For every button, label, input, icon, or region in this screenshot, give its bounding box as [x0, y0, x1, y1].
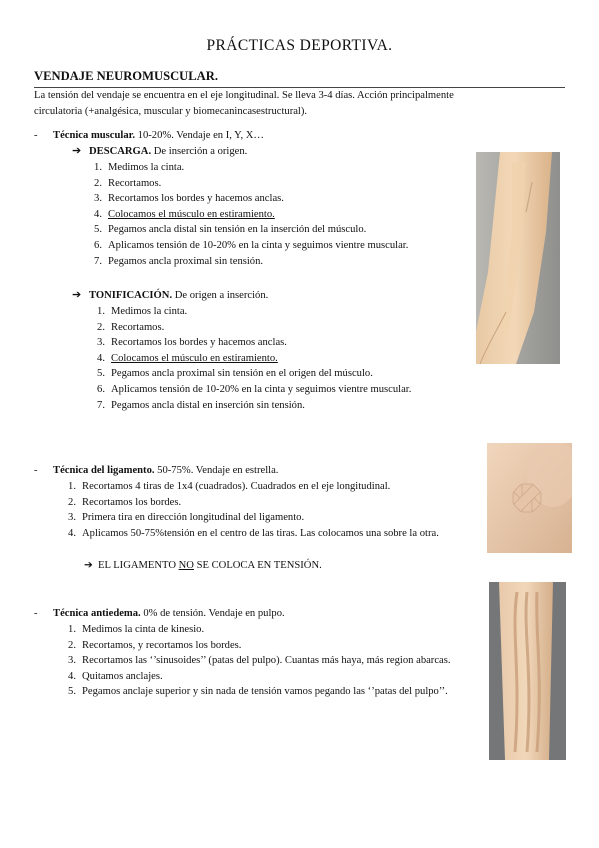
list-item	[56, 684, 466, 700]
muscular-technique-title: Técnica muscular.	[53, 130, 136, 141]
list-item	[85, 320, 475, 336]
ligament-note	[84, 558, 322, 574]
list-item	[56, 479, 466, 495]
page-title: PRÁCTICAS DEPORTIVA.	[206, 37, 393, 54]
list-item	[85, 366, 475, 382]
ligament-note-underlined: NO	[178, 560, 194, 571]
descarga-steps	[82, 160, 472, 269]
list-item-number: 5.	[94, 224, 102, 236]
antiedema-technique-bullet	[34, 606, 285, 622]
list-item-number: 5.	[68, 686, 76, 698]
antiedema-technique-title: Técnica antiedema.	[53, 608, 141, 619]
ligament-technique-bullet	[34, 463, 278, 479]
arrow-right-icon: ➔	[84, 560, 93, 571]
list-item-number: 3.	[68, 655, 76, 667]
list-item-text: Pegamos ancla distal en inserción sin tensión.	[111, 399, 305, 411]
section-heading: VENDAJE NEUROMUSCULAR.	[34, 69, 219, 83]
list-item	[56, 653, 466, 669]
list-item	[85, 398, 475, 414]
list-item-text: Medimos la cinta.	[111, 306, 188, 317]
descarga-heading	[72, 144, 247, 160]
list-item	[82, 222, 472, 238]
list-item-text: Colocamos el músculo en estiramiento.	[111, 352, 278, 364]
list-item-number: 5.	[97, 368, 105, 380]
list-item-text: Aplicamos tensión de 10-20% en la cinta y seguimos vientre muscular.	[111, 383, 412, 395]
muscular-technique-bullet	[34, 128, 264, 144]
list-item	[56, 526, 466, 542]
list-item-number: 6.	[94, 239, 102, 251]
list-item-number: 1.	[97, 306, 105, 317]
ankle-star-taping-photo	[487, 443, 572, 553]
tonificacion-text: De origen a inserción.	[172, 290, 269, 301]
list-item	[82, 160, 472, 176]
tonificacion-steps	[85, 304, 475, 413]
list-item-text: Primera tira en dirección longitudinal del ligamento.	[82, 512, 305, 524]
list-item-text: Recortamos.	[108, 177, 162, 189]
list-item-text: Recortamos los bordes y hacemos anclas.	[108, 193, 284, 205]
antiedema-steps	[56, 622, 466, 700]
list-item-text: Pegamos ancla proximal sin tensión en el origen del músculo.	[111, 368, 373, 380]
list-item	[82, 254, 472, 270]
list-item-text: Recortamos 4 tiras de 1x4 (cuadrados). Cuadrados en el eje longitudinal.	[82, 481, 391, 492]
list-item-number: 4.	[68, 527, 76, 539]
descarga-line	[89, 144, 247, 160]
arm-antiedema-taping-photo	[489, 582, 566, 760]
list-item-text: Pegamos ancla distal sin tensión en la inserción del músculo.	[108, 224, 367, 236]
list-item-number: 1.	[68, 624, 76, 635]
list-item-number: 6.	[97, 383, 105, 395]
list-item-text: Pegamos anclaje superior y sin nada de tensión vamos pegando las ‘’patas del pulpo’’.	[82, 686, 448, 698]
tonificacion-line	[89, 288, 268, 304]
list-item-number: 7.	[94, 255, 102, 267]
list-item	[85, 351, 475, 367]
list-item-number: 7.	[97, 399, 105, 411]
list-item-number: 4.	[97, 352, 105, 364]
arrow-right-icon: ➔	[72, 289, 82, 301]
list-item-number: 3.	[97, 337, 105, 349]
list-item-text: Recortamos las ‘’sinusoides’’ (patas del pulpo). Cuantas más haya, más region abarcas.	[82, 655, 451, 667]
list-item-number: 3.	[68, 512, 76, 524]
ligament-note-after: SE COLOCA EN TENSIÓN.	[193, 560, 322, 571]
ligament-note-before: EL LIGAMENTO	[98, 560, 179, 571]
bullet-dash: -	[34, 130, 38, 141]
list-item-number: 2.	[94, 177, 102, 189]
list-item-text: Recortamos, y recortamos los bordes.	[82, 639, 242, 651]
list-item-text: Aplicamos 50-75%tensión en el centro de las tiras. Las colocamos una sobre la otra.	[82, 527, 439, 539]
list-item	[82, 191, 472, 207]
list-item-number: 2.	[68, 496, 76, 508]
bullet-dash: -	[34, 608, 38, 619]
arrow-right-icon: ➔	[72, 145, 82, 157]
list-item	[85, 335, 475, 351]
list-item	[56, 669, 466, 685]
ligament-technique-title: Técnica del ligamento.	[53, 465, 155, 476]
list-item-text: Recortamos.	[111, 321, 165, 333]
list-item-number: 3.	[94, 193, 102, 205]
ligament-technique-line	[53, 463, 278, 479]
intro-line-2: circulatoria (+analgésica, muscular y biomecanincasestructural).	[34, 105, 308, 117]
muscular-technique-text: 10-20%. Vendaje en I, Y, X…	[135, 130, 264, 141]
antiedema-technique-line	[53, 606, 285, 622]
list-item	[56, 510, 466, 526]
list-item	[82, 238, 472, 254]
descarga-text: De inserción a origen.	[151, 146, 248, 157]
list-item-text: Aplicamos tensión de 10-20% en la cinta y seguimos vientre muscular.	[108, 239, 409, 251]
forearm-taping-photo	[476, 152, 560, 364]
bullet-dash: -	[34, 465, 38, 476]
list-item	[56, 638, 466, 654]
antiedema-technique-text: 0% de tensión. Vendaje en pulpo.	[140, 608, 285, 619]
muscular-technique-line	[53, 128, 264, 144]
intro-paragraph	[34, 88, 554, 119]
list-item	[56, 622, 466, 638]
list-item-number: 1.	[68, 481, 76, 492]
list-item-text: Recortamos los bordes.	[82, 496, 182, 508]
list-item-text: Recortamos los bordes y hacemos anclas.	[111, 337, 287, 349]
list-item	[56, 495, 466, 511]
list-item-number: 4.	[94, 208, 102, 220]
list-item	[85, 304, 475, 320]
list-item-text: Medimos la cinta.	[108, 162, 185, 173]
ligament-technique-text: 50-75%. Vendaje en estrella.	[154, 465, 279, 476]
list-item-text: Medimos la cinta de kinesio.	[82, 624, 205, 635]
list-item-text: Quitamos anclajes.	[82, 670, 163, 682]
list-item-number: 2.	[97, 321, 105, 333]
list-item-number: 4.	[68, 670, 76, 682]
ligament-steps	[56, 479, 466, 541]
list-item	[82, 176, 472, 192]
intro-line-1: La tensión del vendaje se encuentra en el eje longitudinal. Se lleva 3-4 días. Acción principalmente	[34, 90, 454, 101]
tonificacion-title: TONIFICACIÓN.	[89, 290, 173, 301]
ligament-note-line	[98, 558, 322, 574]
list-item-text: Pegamos ancla proximal sin tensión.	[108, 255, 264, 267]
descarga-title: DESCARGA.	[89, 146, 152, 157]
list-item-text: Colocamos el músculo en estiramiento.	[108, 208, 275, 220]
list-item-number: 1.	[94, 162, 102, 173]
list-item	[85, 382, 475, 398]
tonificacion-heading	[72, 288, 268, 304]
list-item	[82, 207, 472, 223]
list-item-number: 2.	[68, 639, 76, 651]
